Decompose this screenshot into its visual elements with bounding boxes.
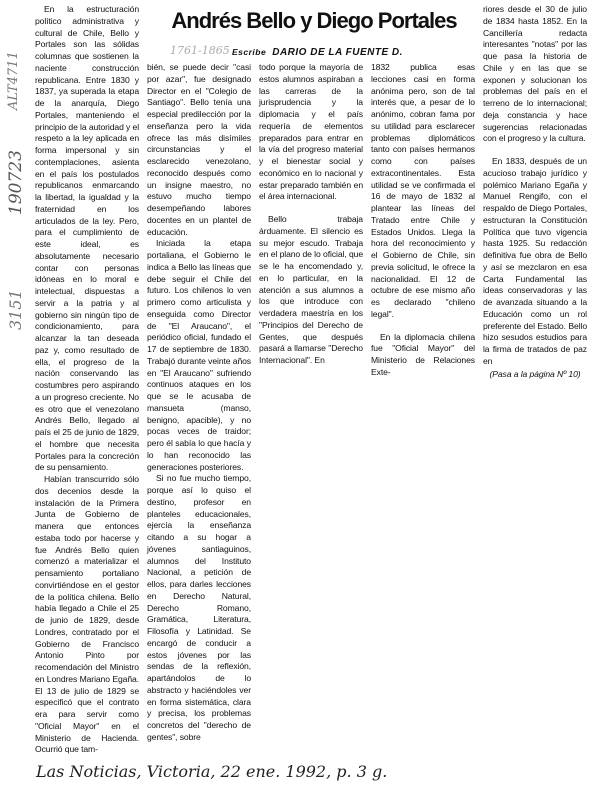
continued-note: (Pasa a la página Nº 10)	[489, 368, 581, 379]
article-title	[145, 6, 483, 36]
title-text: Andrés Bello y Diego Portales	[171, 8, 457, 33]
margin-code: 190723	[6, 150, 26, 215]
article-column-4	[371, 62, 475, 379]
paragraph: 1832 publica esas lecciones casi en forma anónima pero, son de tal interés que, a pesar de lo anónimo, cobran fama por su utilidad para esclarecer problemas diplomáticos tanto con países hermanos como con países extracontinentales. Esta utilidad se ve confirmada el 16 de mayo de 1832 al plantear las líneas del Tratado entre Chile y Estados Unidos. Llega la hora del reconocimiento y el Gobierno de Chile, sin previa solicitud, le ofrece la nacionalidad. El 12 de octubre de ese mismo año es declarado "chileno legal".	[371, 62, 475, 319]
article-column-1	[35, 4, 139, 756]
paragraph: En 1833, después de un acucioso trabajo jurídico y polémico Mariano Egaña y Manuel Rengifo, con el respaldo de Diego Portales, estructuran la Constitución Política que tuvo vigencia hasta 1925. Su redacción definitiva fue obra de Bello y así se mezclaron en esa Carta Fundamental las ideas conservadoras y las de avanzada situando a la Educación como un rol preferente del Estado. Bello hizo sesudos estudios para la firma de tratados de paz en	[483, 156, 587, 366]
paragraph: En la estructuración político administrativa y cultural de Chile, Bello y Portales son las sólidas columnas que sostienen la naciente construcción republicana. Entre 1830 y 1837, ya superada la etapa de la anarquía, Diego Portales, manteniendo el principio de la autoridad y el respeto a la ley aplicada en forma impersonal y sin contemplaciones, asienta en el país los postulados republicanos enmarcando la libertad, la igualdad y la fraternidad en los articulados de la ley. Pero, para el cumplimiento de este ideal, es absolutamente necesario contar con personas idóneas en lo moral e intelectual, dispuestas a servir a la patria y al gobierno sin ningún tipo de condicionamiento, para alcanzar la tan deseada paz y, como resultado de ella, el progreso de la nación conservando las costumbres pero aspirando a un progreso creciente. No es otro que el venezolano Andrés Bello, llegado al país el 25 de junio de 1829, el hombre que necesita Portales para la concreción de su pensamiento.	[35, 4, 140, 473]
paragraph: riores desde el 30 de julio de 1834 hasta 1852. En la Cancillería redacta interesantes "notas" por las que pasa la historia de Chile y en las que se exponen y solucionan los problemas del país en el terreno de lo internacional; deja constancia y hace sugerencias relacionadas con el progreso y la cultura.	[483, 4, 587, 144]
paragraph: bién, se puede decir "casi por azar", fue designado Director en el "Colegio de Santiago". Bello tenía una especial predilección por la enseñanza pero la vida ofrece las más disímiles circunstancias y el esclarecido venezolano, reconocido después como un insigne maestro, no estuvo mucho tiempo desempeñando labores docentes en un plantel de educación.	[147, 62, 251, 237]
paragraph: Si no fue mucho tiempo, porque así lo quiso el destino, profesor en planteles educacionales, ejercía la enseñanza citando a su hogar a jóvenes santiaguinos, alumnos del Instituto Nacional, a petición de ellos, para darles lecciones en Derecho Natural, Derecho Romano, Gramática, Literatura, Filosofía y Latinidad. Se encargó de conducir a estos jóvenes por las sendas de la reflexión, apartándolos de lo abstracto y haciéndoles ver en forma sistemática, clara y precisa, los problemas concretos del "derecho de gentes", sobre	[147, 473, 251, 742]
article-column-2	[147, 62, 251, 744]
article-column-5	[483, 4, 587, 380]
pencil-years-note: 1761-1865	[170, 44, 230, 57]
paragraph: Bello trabaja árduamente. El silencio es su mejor escudo. Trabaja en el plano de lo oficial, que se le ha encomendado y, en lo particular, en la atención a sus alumnos a los que introduce con verdadera maestría en los "Principios del Derecho de Gentes, que después pasará a llamarse "Derecho Internacional". En	[259, 214, 363, 365]
handwritten-source-note: Las Noticias, Victoria, 22 ene. 1992, p. 3 g.	[36, 762, 388, 781]
paragraph: Iniciada la etapa portaliana, el Gobierno le indica a Bello las líneas que debe seguir el Chile del futuro. Los chilenos lo ven primero como articulista y enseguida como Director de "El Araucano", el periódico oficial, fundado el 17 de septiembre de 1830. Trabajó durante veinte años en "El Araucano" sufriendo continuos ataques en los que se le acusaba de mansueta (manso, benigno, apacible), y no pocas veces de traidor; pero él sabía lo que hacía y lo han reconocido las generaciones posteriores.	[147, 238, 251, 472]
byline-label: Escribe	[232, 47, 267, 57]
paragraph: En la diplomacia chilena fue "Oficial Mayor" del Ministerio de Relaciones Exte-	[371, 331, 475, 377]
author: DARIO DE LA FUENTE D.	[272, 47, 403, 58]
byline	[232, 47, 403, 58]
margin-code: ALT4711	[6, 51, 21, 110]
article-column-3	[259, 62, 363, 367]
margin-code: 3151	[6, 289, 25, 330]
paragraph: todo porque la mayoría de estos alumnos aspiraban a las carreras de la jurisprudencia y la diplomacia y el país requería de elementos preparados para entrar en la vía del progreso material y el bienestar social y económico en lo nacional y estar preparado también en el área internacional.	[259, 62, 363, 202]
paragraph: Habían transcurrido sólo dos decenios desde la instalación de la Primera Junta de Gobierno de manera que entonces estaba todo por hacerse y fue Andrés Bello quien comenzó a materializar el pensamiento portaliano convirtiéndose en el gestor de la política chilena. Bello había llegado a Chile el 25 de junio de 1829, desde Londres, contratado por el Gobierno de Francisco Antonio Pinto por recomendación del Ministro en Londres Mariano Egaña. El 13 de julio de 1829 se especificó que el contrato era para servir como "Oficial Mayor" en el Ministerio de Hacienda. Ocurrió que tam-	[35, 474, 139, 755]
